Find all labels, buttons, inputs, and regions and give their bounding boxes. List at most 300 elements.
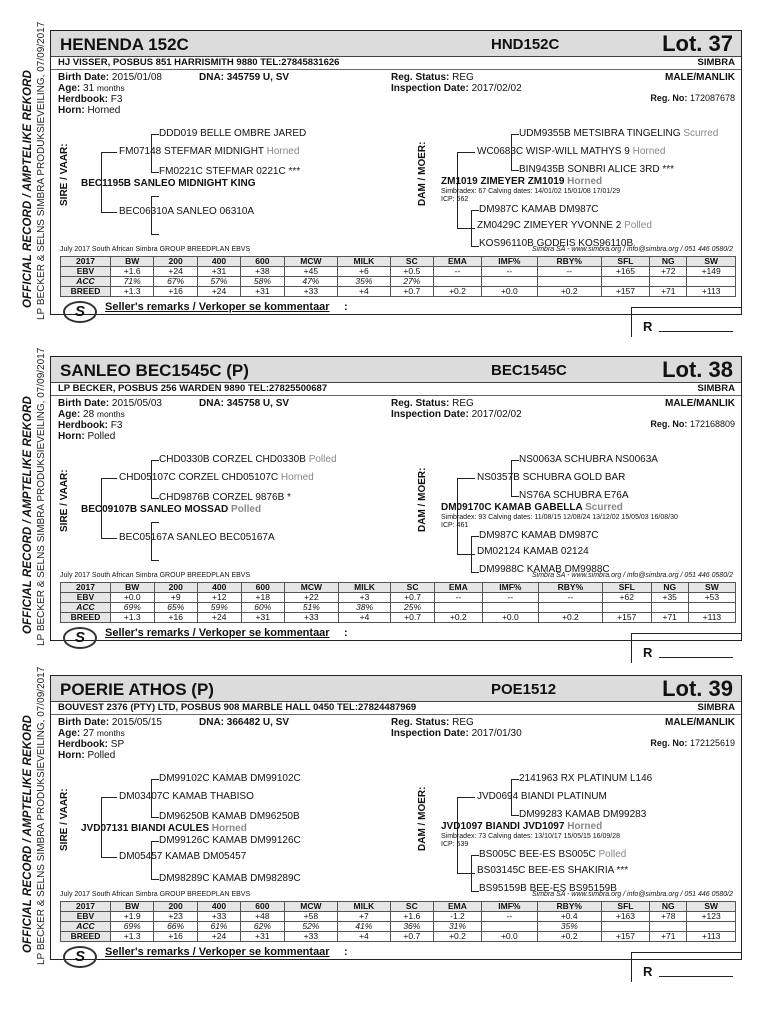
simbra-logo: S: [63, 946, 97, 968]
ebv-col-header: EMA: [434, 902, 482, 912]
regno-value: 172168809: [689, 419, 735, 429]
ebv-row-label: EBV: [61, 912, 111, 922]
ebv-cell: +33: [197, 912, 240, 922]
ebv-cell: +31: [241, 613, 285, 623]
regno-value: 172087678: [689, 93, 735, 103]
ebv-cell: 27%: [390, 277, 433, 287]
regno-label: Reg. No:: [650, 738, 688, 748]
dna-value: 345759 U, SV: [226, 72, 290, 83]
sire-sire-sire: CHD0330B CORZEL CHD0330B Polled: [159, 454, 337, 465]
pedigree-line: [101, 538, 117, 539]
regno-label: Reg. No:: [650, 419, 688, 429]
animal-name: HENENDA 152C: [60, 35, 189, 54]
ebv-col-header: EMA: [434, 583, 482, 593]
pedigree-line: [101, 152, 117, 153]
ebv-cell: 66%: [154, 922, 197, 932]
ebv-cell: +157: [601, 287, 650, 297]
pedigree-line: [511, 170, 519, 171]
ebv-row-label: BREED: [61, 932, 111, 942]
birth-date: 2015/01/08: [111, 72, 162, 83]
animal-info: [51, 715, 741, 771]
ebv-cell: +4: [338, 613, 391, 623]
pedigree-line: [101, 857, 117, 858]
ebv-cell: +0.2: [538, 613, 602, 623]
ebv-col-header: 400: [197, 902, 240, 912]
ebv-cell: +6: [338, 267, 390, 277]
sire-sire-sire: DM99102C KAMAB DM99102C: [159, 773, 301, 784]
remarks-label: Seller's remarks / Verkoper se kommentaar: [105, 301, 330, 313]
pedigree-line: [151, 196, 159, 197]
pedigree-line: [511, 496, 519, 497]
reg-status-value: REG: [452, 717, 474, 728]
owner-bar: [51, 383, 741, 396]
ebv-cell: +53: [688, 593, 735, 603]
ebv-cell: +1.3: [111, 932, 154, 942]
price-line[interactable]: [659, 976, 733, 977]
ebv-row-label: ACC: [61, 603, 111, 613]
dam-label: DAM / MOER:: [417, 467, 428, 532]
price-label: R: [643, 319, 653, 334]
ebv-header-row: [61, 257, 736, 267]
horn-value: Polled: [87, 750, 116, 761]
ebv-cell: [601, 922, 650, 932]
ebv-cell: 62%: [241, 922, 284, 932]
ebv-cell: +0.7: [390, 932, 433, 942]
ebv-col-header: SC: [391, 583, 435, 593]
pedigree-line: [471, 210, 479, 211]
age-unit: months: [96, 728, 125, 738]
ebv-col-header: 2017: [61, 902, 111, 912]
ebv-cell: [601, 277, 650, 287]
dam-label: DAM / MOER:: [417, 786, 428, 851]
pedigree-line: [101, 797, 117, 798]
ebv-cell: +23: [154, 912, 197, 922]
age-label: Age:: [58, 409, 81, 420]
ebv-col-header: RBY%: [537, 257, 601, 267]
sire-sire: FM07148 STEFMAR MIDNIGHT Horned: [119, 146, 300, 157]
ebv-cell: [481, 922, 537, 932]
official-record-label: OFFICIAL RECORD / AMPTELIKE REKORD: [22, 715, 34, 953]
price-line[interactable]: [659, 657, 733, 658]
breed-row: [61, 287, 736, 297]
remarks-label: Seller's remarks / Verkoper se kommentaar: [105, 627, 330, 639]
ebv-row: [61, 912, 736, 922]
ebv-header: [51, 572, 741, 582]
ebv-cell: +0.2: [434, 613, 482, 623]
dam-sire-dam: BIN9435B SONBRI ALICE 3RD ***: [519, 164, 675, 175]
pedigree-line: [457, 228, 475, 229]
ebv-cell: +157: [601, 932, 650, 942]
dna-value: 366482 U, SV: [226, 717, 290, 728]
animal-name: POERIE ATHOS (P): [60, 680, 214, 699]
ebv-row-label: BREED: [61, 287, 111, 297]
ebv-cell: 67%: [154, 277, 197, 287]
ebv-cell: +9: [154, 593, 198, 603]
breed-label: SIMBRA: [697, 57, 735, 68]
birth-label: Birth Date:: [58, 398, 110, 409]
age-label: Age:: [58, 728, 81, 739]
ebv-table: [60, 901, 736, 942]
reg-status-label: Reg. Status:: [391, 72, 450, 83]
herdbook-value: F3: [110, 94, 123, 105]
ebv-cell: 25%: [391, 603, 435, 613]
regno-value: 172125619: [689, 738, 735, 748]
simbra-logo: S: [63, 627, 97, 649]
ebv-cell: +1.6: [390, 912, 433, 922]
dam-dam: DM02124 KAMAB 02124: [477, 546, 589, 557]
dam-name: DM09170C KAMAB GABELLA Scurred: [441, 502, 623, 513]
official-record-sidebar: [22, 347, 52, 666]
ebv-table: [60, 256, 736, 297]
animal-code: POE1512: [491, 681, 557, 698]
ebv-contact: Simbra SA - www.simbra.org / info@simbra.org / 051 446 0580/2: [532, 246, 733, 253]
ebv-contact: Simbra SA - www.simbra.org / info@simbra.org / 051 446 0580/2: [532, 572, 733, 579]
ebv-col-header: 200: [154, 583, 198, 593]
ebv-cell: +1.3: [111, 613, 155, 623]
ebv-col-header: NG: [650, 257, 687, 267]
ebv-cell: +0.2: [537, 932, 601, 942]
acc-row: [61, 922, 736, 932]
ebv-cell: +35: [651, 593, 688, 603]
pedigree-line: [151, 879, 159, 880]
ebv-cell: +33: [284, 932, 338, 942]
ebv-col-header: MILK: [338, 583, 391, 593]
ebv-cell: +0.0: [111, 593, 155, 603]
ebv-col-header: SC: [390, 257, 433, 267]
acc-row: [61, 603, 736, 613]
sire-label: SIRE / VAAR:: [59, 143, 70, 206]
dam-name: ZM1019 ZIMEYER ZM1019 Horned: [441, 176, 603, 187]
ebv-col-header: MILK: [338, 257, 390, 267]
lot-card: [50, 30, 742, 334]
dam-dam-sire: DM987C KAMAB DM987C: [479, 204, 599, 215]
ebv-cell: [537, 277, 601, 287]
reg-status-value: REG: [452, 72, 474, 83]
dam-sire-dam: NS76A SCHUBRA E76A: [519, 490, 629, 501]
breed-row: [61, 932, 736, 942]
remarks-section: S Seller's remarks / Verkoper se kommentaar : R: [51, 623, 741, 663]
ebv-col-header: MILK: [338, 902, 390, 912]
ebv-col-header: IMF%: [482, 583, 538, 593]
age-value: 27: [83, 728, 95, 739]
ebv-title: July 2017 South African Simbra GROUP BREEDPLAN EBVS: [60, 891, 251, 898]
horn-status: Horned: [211, 823, 247, 834]
age-unit: months: [96, 83, 125, 93]
ebv-col-header: RBY%: [538, 583, 602, 593]
sire-sire-dam: CHD9876B CORZEL 9876B *: [159, 492, 291, 503]
price-label: R: [643, 964, 653, 979]
ebv-cell: +7: [338, 912, 390, 922]
ebv-cell: 60%: [241, 603, 285, 613]
ebv-row-label: ACC: [61, 922, 111, 932]
pedigree-line: [151, 841, 159, 842]
dam-icp: ICP: 461: [441, 522, 469, 529]
ebv-col-header: SW: [687, 257, 736, 267]
ebv-cell: +72: [650, 267, 687, 277]
animal-name: SANLEO BEC1545C (P): [60, 361, 249, 380]
animal-code: HND152C: [491, 36, 560, 53]
ebv-cell: +123: [687, 912, 736, 922]
lot-number: Lot. 38: [662, 357, 733, 382]
ebv-cell: +31: [241, 287, 284, 297]
pedigree-chart: [51, 771, 741, 894]
pedigree-line: [471, 855, 479, 856]
sire-label: SIRE / VAAR:: [59, 469, 70, 532]
ebv-col-header: MCW: [285, 583, 339, 593]
ebv-col-header: IMF%: [481, 257, 537, 267]
ebv-col-header: 200: [154, 902, 197, 912]
pedigree-line: [151, 779, 159, 780]
horn-value: Horned: [87, 105, 121, 116]
ebv-col-header: RBY%: [537, 902, 601, 912]
ebv-cell: -1.2: [434, 912, 482, 922]
ebv-cell: 61%: [197, 922, 240, 932]
ebv-cell: +71: [650, 932, 687, 942]
price-line[interactable]: [659, 331, 733, 332]
pedigree-line: [151, 560, 159, 561]
ebv-cell: [538, 603, 602, 613]
ebv-contact: Simbra SA - www.simbra.org / info@simbra.org / 051 446 0580/2: [532, 891, 733, 898]
ebv-cell: +4: [338, 932, 390, 942]
reg-status-label: Reg. Status:: [391, 398, 450, 409]
horn-status: Horned: [632, 146, 666, 157]
lot-entry: [0, 21, 770, 335]
animal-code: BEC1545C: [491, 362, 567, 379]
pedigree-line: [471, 210, 472, 246]
dam-dam: ZM0429C ZIMEYER YVONNE 2 Polled: [477, 220, 652, 231]
dam-label: DAM / MOER:: [417, 141, 428, 206]
ebv-col-header: 200: [154, 257, 197, 267]
pedigree-line: [101, 212, 117, 213]
sire-label: SIRE / VAAR:: [59, 788, 70, 851]
ebv-cell: [687, 277, 736, 287]
ebv-cell: +0.0: [482, 613, 538, 623]
horn-status: Horned: [266, 146, 300, 157]
ebv-col-header: IMF%: [481, 902, 537, 912]
ebv-cell: [650, 922, 687, 932]
ebv-row-label: ACC: [61, 277, 111, 287]
ebv-col-header: 600: [241, 257, 284, 267]
ebv-cell: 71%: [111, 277, 154, 287]
ebv-col-header: EMA: [434, 257, 482, 267]
ebv-cell: +113: [687, 287, 736, 297]
pedigree-line: [151, 817, 159, 818]
ebv-col-header: BW: [111, 902, 154, 912]
dam-sire-sire: UDM9355B METSIBRA TINGELING Scurred: [519, 128, 719, 139]
ebv-cell: 31%: [434, 922, 482, 932]
pedigree-line: [511, 134, 519, 135]
age-value: 31: [83, 83, 95, 94]
dam-dam: BS03145C BEE-ES SHAKIRIA ***: [477, 865, 629, 876]
dam-dam-dam: KOS96110B GODEIS KOS96110B: [479, 238, 634, 249]
ebv-cell: [687, 922, 736, 932]
herdbook-label: Herdbook:: [58, 94, 108, 105]
ebv-col-header: 600: [241, 902, 284, 912]
owner-details: LP BECKER, POSBUS 256 WARDEN 9890 TEL:27825500687: [58, 383, 328, 394]
ebv-cell: 57%: [197, 277, 240, 287]
dam-dam-sire: BS005C BEE-ES BS005C Polled: [479, 849, 627, 860]
ebv-cell: 38%: [338, 603, 391, 613]
ebv-cell: +149: [687, 267, 736, 277]
horn-status: Horned: [567, 176, 603, 187]
ebv-cell: +71: [651, 613, 688, 623]
ebv-cell: +31: [197, 267, 240, 277]
dam-dam-sire: DM987C KAMAB DM987C: [479, 530, 599, 541]
ebv-cell: [602, 603, 651, 613]
ebv-row-label: EBV: [61, 593, 111, 603]
pedigree-line: [457, 873, 475, 874]
ebv-header-row: [61, 583, 736, 593]
herdbook-label: Herdbook:: [58, 420, 108, 431]
ebv-cell: +0.7: [390, 287, 433, 297]
ebv-cell: +0.7: [391, 613, 435, 623]
ebv-cell: 69%: [111, 603, 155, 613]
ebv-row-label: BREED: [61, 613, 111, 623]
ebv-cell: +0.5: [390, 267, 433, 277]
herdbook-value: SP: [110, 739, 125, 750]
ebv-cell: +0.0: [481, 287, 537, 297]
ebv-cell: +0.0: [481, 932, 537, 942]
horn-status: Polled: [308, 454, 337, 465]
dam-stats: Simbradex: 73 Calving dates: 13/10/17 15/05/15 16/09/28: [441, 833, 621, 840]
ebv-col-header: 2017: [61, 257, 111, 267]
ebv-title: July 2017 South African Simbra GROUP BREEDPLAN EBVS: [60, 246, 251, 253]
official-record-label: OFFICIAL RECORD / AMPTELIKE REKORD: [22, 70, 34, 308]
horn-status: Polled: [231, 504, 262, 515]
breed-row: [61, 613, 736, 623]
ebv-cell: 69%: [111, 922, 154, 932]
ebv-cell: [688, 603, 735, 613]
remarks-label: Seller's remarks / Verkoper se kommentaar: [105, 946, 330, 958]
ebv-cell: +22: [285, 593, 339, 603]
horn-status: Horned: [280, 472, 314, 483]
dam-sire: JVD0694 BIANDI PLATINUM: [477, 791, 607, 802]
ebv-col-header: BW: [111, 583, 155, 593]
horn-status: Polled: [598, 849, 627, 860]
pedigree-line: [457, 478, 475, 479]
pedigree-line: [511, 779, 519, 780]
horn-label: Horn:: [58, 431, 85, 442]
ebv-cell: --: [434, 267, 482, 277]
ebv-col-header: NG: [650, 902, 687, 912]
ebv-cell: 36%: [390, 922, 433, 932]
breed-label: SIMBRA: [697, 383, 735, 394]
ebv-row: [61, 593, 736, 603]
ebv-col-header: SFL: [601, 257, 650, 267]
inspection-date: 2017/02/02: [471, 83, 522, 94]
pedigree-chart: [51, 452, 741, 575]
pedigree-line: [457, 554, 475, 555]
dam-stats: Simbradex: 67 Calving dates: 14/01/02 15/01/08 17/01/29: [441, 188, 621, 195]
ebv-cell: [434, 277, 482, 287]
lot-entry: [0, 347, 770, 661]
birth-date: 2015/05/03: [111, 398, 162, 409]
dna-value: 345758 U, SV: [226, 398, 290, 409]
ebv-cell: 51%: [285, 603, 339, 613]
ebv-cell: +0.2: [537, 287, 601, 297]
ebv-cell: [434, 603, 482, 613]
ebv-cell: +0.4: [537, 912, 601, 922]
ebv-cell: +16: [154, 613, 198, 623]
simbra-logo: S: [63, 301, 97, 323]
ebv-cell: +12: [198, 593, 242, 603]
official-record-sidebar: [22, 21, 52, 340]
ebv-cell: +45: [284, 267, 338, 277]
dam-icp: ICP: 539: [441, 841, 469, 848]
ebv-cell: 47%: [284, 277, 338, 287]
horn-status: Polled: [624, 220, 652, 231]
sale-label: LP BECKER & SELNS SIMBRA PRODUKSIEVEILING, 07/09/2017: [36, 21, 47, 320]
ebv-cell: +24: [197, 287, 240, 297]
ebv-row: [61, 267, 736, 277]
ebv-cell: +78: [650, 912, 687, 922]
price-label: R: [643, 645, 653, 660]
official-record-label: OFFICIAL RECORD / AMPTELIKE REKORD: [22, 396, 34, 634]
ebv-cell: +0.2: [434, 287, 482, 297]
age-unit: months: [96, 409, 125, 419]
official-record-sidebar: [22, 666, 52, 985]
ebv-col-header: SFL: [602, 583, 651, 593]
pedigree-line: [101, 478, 117, 479]
sale-label: LP BECKER & SELNS SIMBRA PRODUKSIEVEILING, 07/09/2017: [36, 347, 47, 646]
ebv-cell: [481, 277, 537, 287]
sire-dam: BEC05167A SANLEO BEC05167A: [119, 532, 275, 543]
ebv-cell: 52%: [284, 922, 338, 932]
animal-info: [51, 396, 741, 452]
ebv-cell: --: [481, 912, 537, 922]
dna-label: DNA:: [199, 717, 224, 728]
sire-name: BEC09107B SANLEO MOSSAD Polled: [81, 504, 262, 515]
breed-label: SIMBRA: [697, 702, 735, 713]
age-label: Age:: [58, 83, 81, 94]
ebv-cell: +163: [601, 912, 650, 922]
dam-dam-dam: DM9988C KAMAB DM9988C: [479, 564, 610, 575]
owner-details: HJ VISSER, POSBUS 851 HARRISMITH 9880 TEL:27845831626: [58, 57, 340, 68]
horn-label: Horn:: [58, 105, 85, 116]
pedigree-line: [471, 536, 479, 537]
sire-name: JVD07131 BIANDI ACULES Horned: [81, 823, 247, 834]
ebv-col-header: 400: [197, 257, 240, 267]
sire-sire-dam: FM0221C STEFMAR 0221C ***: [159, 166, 301, 177]
ebv-cell: --: [538, 593, 602, 603]
ebv-col-header: SFL: [601, 902, 650, 912]
dna-label: DNA:: [199, 72, 224, 83]
ebv-cell: +71: [650, 287, 687, 297]
pedigree-line: [511, 815, 519, 816]
age-value: 28: [83, 409, 95, 420]
lot-card: [50, 675, 742, 979]
ebv-cell: +24: [198, 613, 242, 623]
sire-sire-sire: DDD019 BELLE OMBRE JARED: [159, 128, 307, 139]
horn-status: Scurred: [683, 128, 719, 139]
sex-label: MALE/MANLIK: [665, 717, 735, 728]
inspection-label: Inspection Date:: [391, 409, 469, 420]
regno-label: Reg. No:: [650, 93, 688, 103]
horn-status: Scurred: [585, 502, 623, 513]
owner-bar: [51, 702, 741, 715]
horn-value: Polled: [87, 431, 116, 442]
inspection-label: Inspection Date:: [391, 83, 469, 94]
ebv-cell: +0.7: [391, 593, 435, 603]
ebv-cell: [482, 603, 538, 613]
lot-title-bar: [51, 31, 741, 57]
sale-label: LP BECKER & SELNS SIMBRA PRODUKSIEVEILING, 07/09/2017: [36, 666, 47, 965]
pedigree-line: [511, 460, 519, 461]
ebv-col-header: MCW: [284, 257, 338, 267]
ebv-header-row: [61, 902, 736, 912]
ebv-col-header: BW: [111, 257, 154, 267]
ebv-cell: +4: [338, 287, 390, 297]
